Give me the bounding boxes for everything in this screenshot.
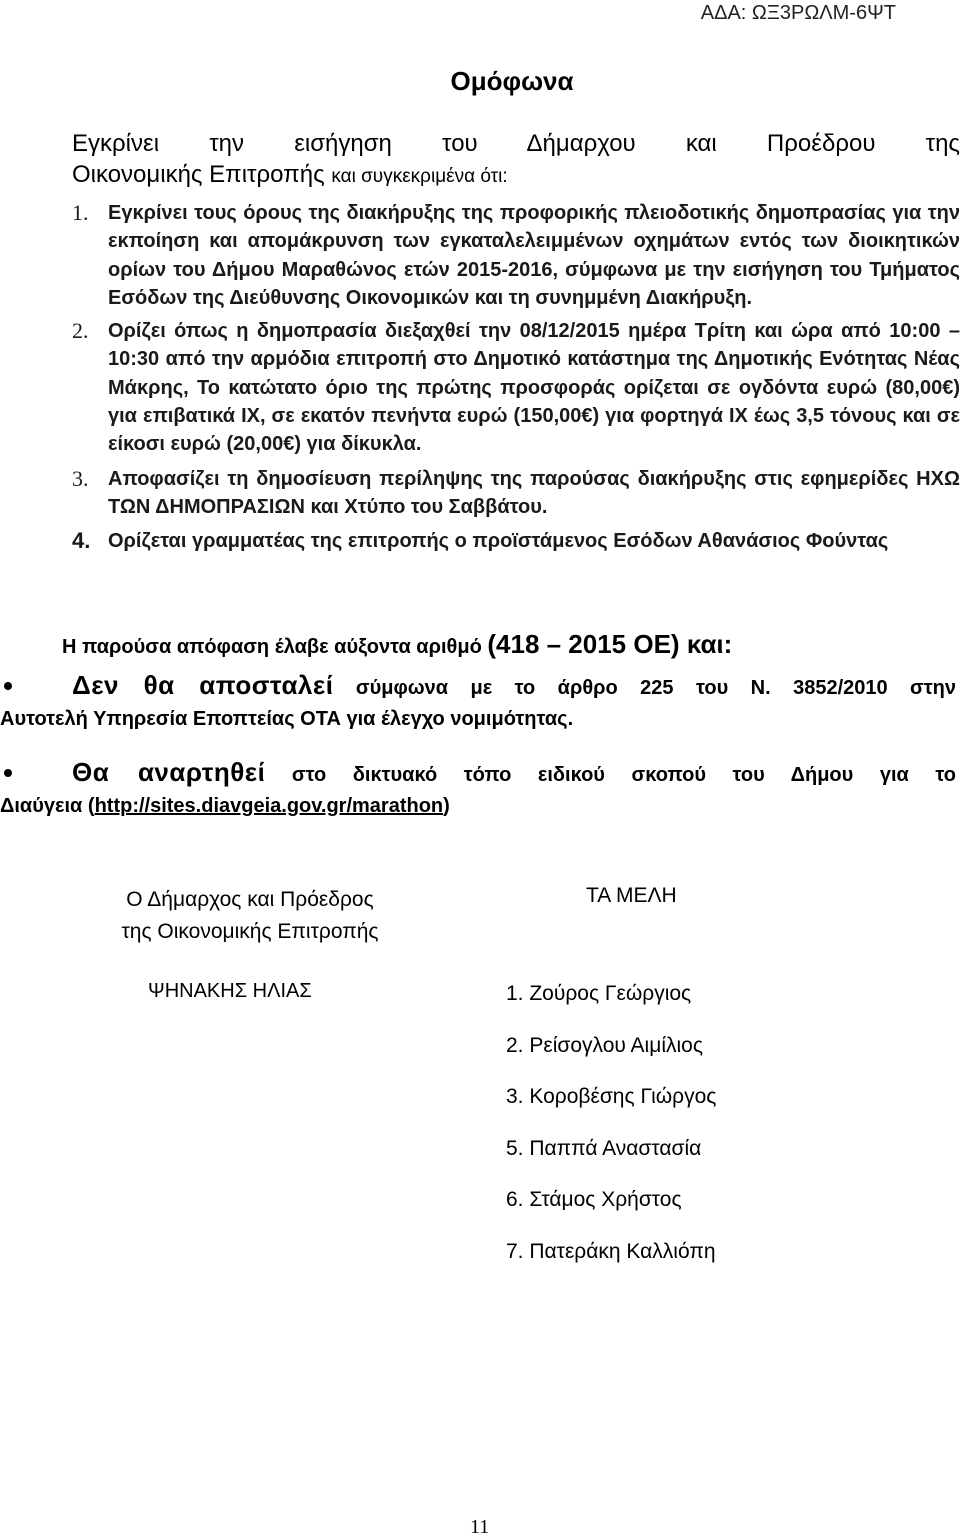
mayor-signature-title xyxy=(84,884,416,948)
mayor-name: ΨΗΝΑΚΗΣ ΗΛΙΑΣ xyxy=(148,980,312,1002)
intro-paragraph xyxy=(72,128,960,192)
bullet-rest: στο δικτυακό τόπο ειδικού σκοπού του Δήμου για το xyxy=(265,764,956,786)
member-item: 3. Κοροβέσης Γιώργος xyxy=(506,1085,717,1109)
intro-line-1: Εγκρίνει την εισήγηση του Δήμαρχου και Προέδρου της xyxy=(72,130,960,157)
bullet-line-2-post: ) xyxy=(443,795,450,817)
member-item: 1. Ζούρος Γεώργιος xyxy=(506,982,692,1005)
intro-line-2-small: και συγκεκριμένα ότι: xyxy=(331,166,508,187)
intro-line-2-main: Οικονομικής Επιτροπής xyxy=(72,161,332,188)
mayor-title-line-2: της Οικονομικής Επιτροπής xyxy=(121,920,379,943)
member-item: 2. Ρείσογλου Αιμίλιος xyxy=(506,1033,703,1057)
item-text: Ορίζεται γραμματέας της επιτροπής ο προϊστάμενος Εσόδων Αθανάσιος Φούντας xyxy=(108,530,889,553)
list-item xyxy=(72,465,960,522)
member-item: 5. Παππά Αναστασία xyxy=(506,1136,702,1160)
diavgeia-link[interactable]: http://sites.diavgeia.gov.gr/marathon xyxy=(94,795,444,817)
list-item xyxy=(72,199,960,312)
list-item xyxy=(72,527,960,555)
item-number: 1. xyxy=(72,200,89,225)
decision-text: Η παρούσα απόφαση έλαβε αύξοντα αριθμό xyxy=(62,636,488,658)
item-text: Εγκρίνει τους όρους της διακήρυξης της προφορικής πλειοδοτικής δημοπρασίας για την εκποίηση και απομάκρυνση των εγκαταλελειμμένων οχημάτων εντός των διοικητικών ορίων του Δήμου Μαραθώνος ετών 2015-2016, σύμφωνα με την εισήγηση του Τμήματος Εσόδων της Διεύθυνσης Οικονομικών και τη συνημμένη Διακήρυξη. xyxy=(108,202,960,309)
item-text: Αποφασίζει τη δημοσίευση περίληψης της παρούσας διακήρυξης στις εφημερίδες ΗΧΩ ΤΩΝ ΔΗΜΟΠΡΑΣΙΩΝ και Χτύπο του Σαββάτου. xyxy=(108,467,960,518)
members-list xyxy=(506,980,716,1290)
member-item: 7. Πατεράκη Καλλιόπη xyxy=(506,1239,716,1263)
item-number: 3. xyxy=(72,465,89,491)
bullet-line-1 xyxy=(72,757,956,791)
bullet-dot-icon xyxy=(4,682,12,690)
item-number: 4. xyxy=(72,528,91,554)
page-number: 11 xyxy=(470,1516,490,1538)
item-number: 2. xyxy=(72,318,89,344)
bullet-dot-icon xyxy=(4,769,12,777)
decision-number-line xyxy=(62,629,960,660)
members-title: ΤΑ ΜΕΛΗ xyxy=(586,884,677,907)
bullet-line-1 xyxy=(72,670,956,704)
list-item xyxy=(72,317,960,458)
bullet-line-2: Αυτοτελή Υπηρεσία Εποπτείας ΟΤΑ για έλεγχο νομιμότητας. xyxy=(0,708,574,730)
mayor-title-line-1: Ο Δήμαρχος και Πρόεδρος xyxy=(126,888,374,911)
bullet-lead: Θα αναρτηθεί xyxy=(72,757,266,787)
item-text: Ορίζει όπως η δημοπρασία διεξαχθεί την 08/12/2015 ημέρα Τρίτη και ώρα από 10:00 – 10:30 από την αρμόδια επιτροπή στο Δημοτικό κατάστημα της Δημοτικής Ενότητας Νέας Μάκρης, Το κατώτατο όριο της πρώτης προσφοράς ορίζεται σε ογδόντα ευρώ (80,00€) για επιβατικά ΙΧ, σε εκατόν πενήντα ευρώ (150,00€) για φορτηγά ΙΧ έως 3,5 τόνους και σε είκοσι ευρώ (20,00€) για δίκυκλα. xyxy=(108,320,960,456)
bullet-not-sent xyxy=(0,670,956,735)
bullet-rest: σύμφωνα με το άρθρο 225 του Ν. 3852/2010 στην xyxy=(333,677,956,699)
document-id-header: ΑΔΑ: ΩΞ3ΡΩΛΜ-6ΨΤ xyxy=(700,2,896,24)
member-item: 6. Στάμος Χρήστος xyxy=(506,1188,682,1212)
bullet-lead: Δεν θα αποσταλεί xyxy=(72,670,334,700)
vote-result-heading: Ομόφωνα xyxy=(450,66,574,96)
distribution-bullets xyxy=(0,670,960,822)
decision-items-list xyxy=(72,199,960,556)
bullet-line-2 xyxy=(0,791,956,822)
bullet-published xyxy=(0,757,956,822)
decision-number: (418 – 2015 ΟΕ) και: xyxy=(487,629,733,659)
bullet-line-2-pre: Διαύγεια ( xyxy=(0,795,95,817)
